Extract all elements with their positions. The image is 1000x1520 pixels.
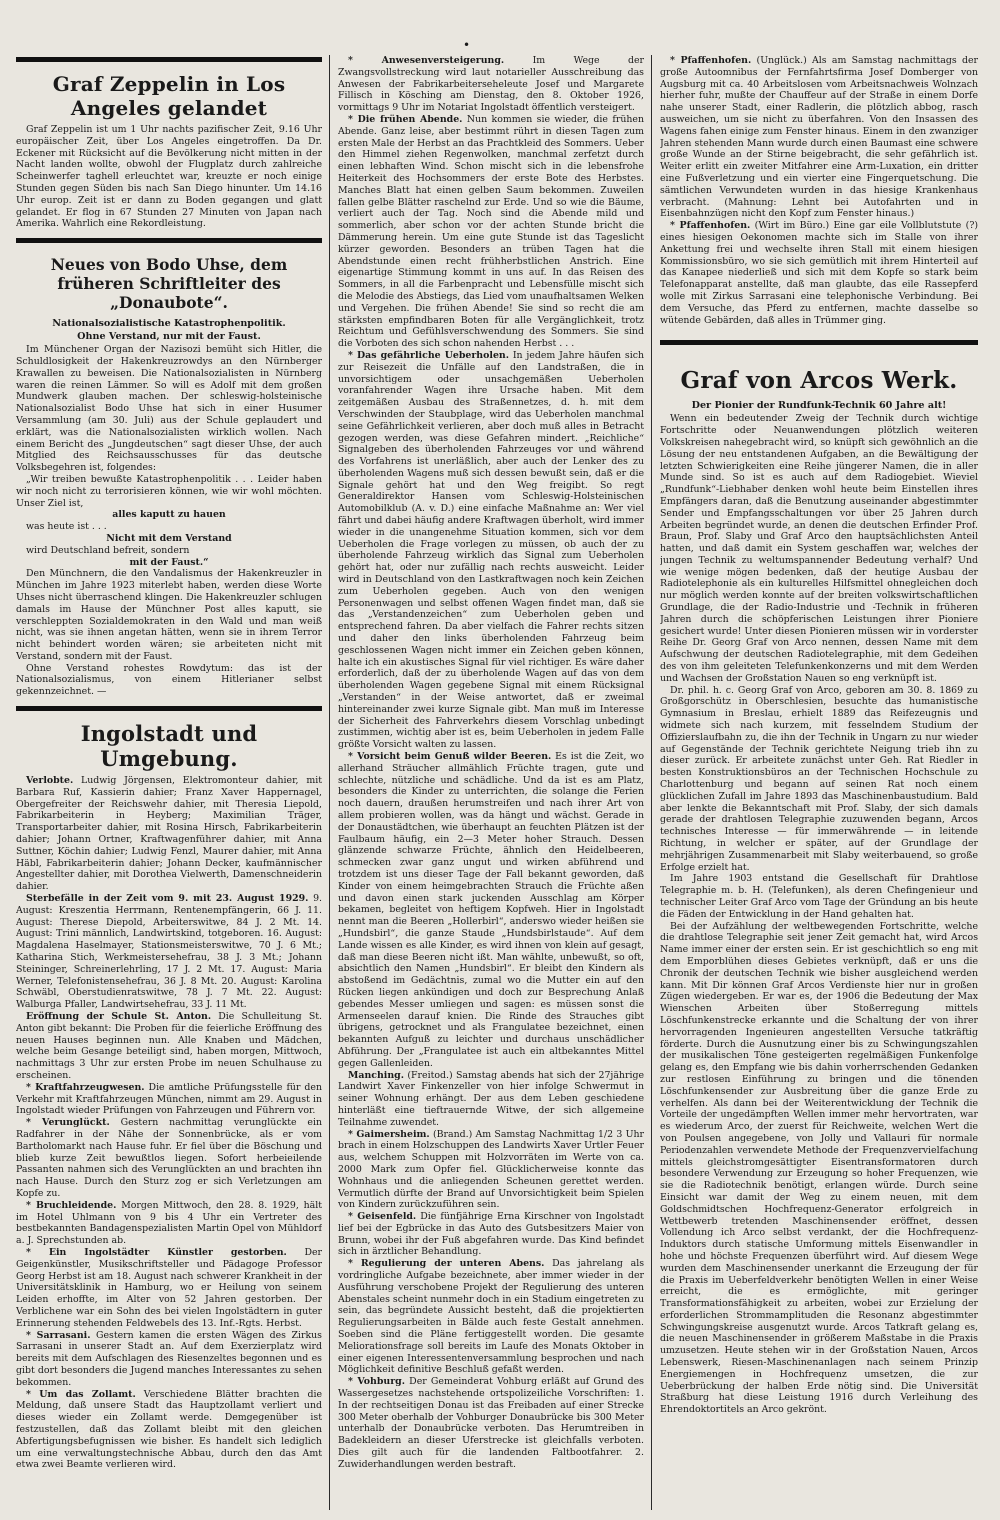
paragraph: * Geisenfeld. Die fünfjährige Erna Kirschner von Ingolstadt lief bei der Egbrücke in das Auto des Gutsbesitzers Maier von Brunn, wobei ihr der Fuß abgefahren wurde. Das Kind befindet sich in ärztlicher Behandlung. — [338, 1211, 644, 1258]
paragraph: Ohne Verstand rohestes Rowdytum: das ist der Nationalsozialismus, von einem Hitlerianer selbst gekennzeichnet. — — [16, 662, 322, 698]
column-divider — [329, 55, 330, 1510]
paragraph: Den Münchnern, die den Vandalismus der Hakenkreuzler in München im Jahre 1923 miterlebt haben, werden diese Worte Uhses nicht überraschend klingen. Die Hakenkreuzler schlugen damals im Hause der Münchner Post alles kaputt, sie verschleppten Sozialdemokraten in den Wald und man weiß nicht, was sie ihnen angetan hätten, wenn sie in ihrem Terror nicht behindert worden wären; sie arbeiteten nicht mit Verstand, sondern mit der Faust. — [16, 568, 322, 662]
headline-zeppelin: Graf Zeppelin in Los Angeles gelandet — [52, 72, 286, 120]
rule-thick — [16, 238, 322, 243]
paragraph: Im Jahre 1903 entstand die Gesellschaft für Drahtlose Telegraphie m. b. H. (Telefunken), als deren Chefingenieur und technischer Leiter Graf Arco vom Tage der Gründung an bis heute die Fäden der Entwicklung in der Hand gehalten hat. — [660, 873, 978, 920]
subheadline: Nationalsozialistische Katastrophenpolitik. — [52, 318, 286, 330]
quote-line: was heute ist . . . — [26, 521, 107, 533]
column-divider — [651, 55, 652, 1510]
headline-arco: Graf von Arcos Werk. — [680, 367, 958, 395]
quote-line: Nicht mit dem Verstand — [106, 532, 232, 544]
quote-line: mit der Faust.“ — [129, 556, 209, 568]
paragraph: Bei der Aufzählung der weltbewegenden Fortschritte, welche die drahtlose Telegraphie seit jener Zeit gemacht hat, wird Arcos Name immer einer der ersten sein. Er ist geschichtlich so eng mit dem Emporblühen dieses Gebietes verknüpft, daß er uns die Chronik der deutschen Technik wie bisher ausgleichend werden kann. Mit Dir können Graf Arcos Verdienste hier nur in großen Zügen wiedergeben. Er war es, der 1906 die Bedeutung der Max Wienschen Arbeiten über Stoßerregung mittels Löschfunkenstrecke erkannte und die Schaltung der von ihrer hervorragenden Ingenieuren angestellten Versuche tatkräftig förderte. Durch die Ausnutzung einer bis zu Schwingungszahlen der musikalischen Töne gesteigerten regelmäßigen Funkenfolge gelang es, den Empfang wie bis dahin vorherrschenden Gedanken zur restlosen Einführung zu bringen und die tönenden Löschfunkensender zur Ausbreitung über die ganze Erde zu verhelfen. Als dann bei der Weiterentwicklung der Technik die Vorteile der ungedämpften Wellen immer mehr hervortraten, war es wiederum Arco, der zuerst für Reichweite, welchen Wert die von Poulsen angegebene, von Jolly und Vallauri für normale Periodenzahlen verwendete Methode der Frequenzvervielfachung mittels gleichstromgesättigter Eisentransformatoren durch besondere Verwendung zur Erzeugung so hoher Frequenzen, wie sie die Radiotechnik benötigt, erlangen würde. Durch seine Einsicht war damit der Weg zu einem neuen, mit dem Goldschmidtschen Hochfrequenz-Generator erfolgreich in Wettbewerb tretenden Maschinensender eröffnet, dessen Vollendung ich Arco selbst verdankt, der die Hochfrequenz-Induktors durch statische Umformung mittels Eisenwandler in hohe und höchste Frequenzen überführt wird. Auf diesem Wege wurden dem Maschinensender unerkannt die Erzeugung der für die Praxis im Ueberfeldverkehr benötigten Wellen in einer Weise erreicht, die es ermöglichte, mit geringer Transformationsfähigkeit zu arbeiten, wobei zur Erzielung der erforderlichen Strommamplituden die Resonanz abgestimmter Schwingungskreise ausgenutzt wurde. Arcos Tatkraft gelang es, die neuen Maschinensender in größerem Maßstabe in die Praxis umzusetzen. Heute stehen wir in der Großstation Nauen, Arcos Lebenswerk, Riesen-Maschinenanlagen nach seinem Prinzip Energiemengen in Hochfrequenz umsetzen, die zur Ueberbrückung der halben Erde nötig sind. Die Universität Straßburg hat diese Leistung 1916 durch Verleihung des Ehrendoktortitels an Arco gekrönt. — [660, 920, 978, 1416]
rule-thick — [16, 57, 322, 62]
column-right — [660, 55, 978, 1510]
paragraph: Sterbefälle in der Zeit vom 9. mit 23. August 1929. 9. August: Kreszentia Herrmann, Rentenempfängerin, 66 J. 11. August: Therese Diepold, Arbeiterswitwe, 84 J. 2 Mt. 14. August: Trini männlich, Landwirtskind, totgeboren. 16. August: Magdalena Haselmayer, Stationsmeisterswitwe, 70 J. 6 Mt.; Katharina Stich, Werkmeistersehefrau, 38 J. 3 Mt.; Johann Steininger, Schreinerlehrling, 17 J. 2 Mt. 17. August: Maria Werner, Telefonistensehefrau, 36 J. 8 Mt. 20. August: Karolina Schwäbl, Oberstudienratswitwe, 78 J. 7 Mt. 22. August: Walburga Pfaller, Landwirtsehefrau, 33 J. 11 Mt. — [16, 893, 322, 1011]
paragraph: Im Münchener Organ der Nazisozi bemüht sich Hitler, die Schuldlosigkeit der Hakenkreuzrowdys an den Nürnberger Krawallen zu beweisen. Die Nationalsozialisten in Nürnberg waren die reinen Lämmer. So will es Adolf mit dem großen Mundwerk glauben machen. Der schleswig-holsteinische Nationalsozialist Bodo Uhse hat sich in einer Husumer Versammlung (am 30. Juli) aus der Schule geplaudert und erklärt, was die Nationalsozialisten wirklich wollen. Nach einem Bericht des „Jungdeutschen“ sagt dieser Uhse, der auch Mitglied des Reichsausschusses für das deutsche Volksbegehren ist, folgendes: — [16, 344, 322, 474]
column-left — [16, 55, 322, 1510]
paragraph: Dr. phil. h. c. Georg Graf von Arco, geboren am 30. 8. 1869 zu Großgorschütz in Oberschlesien, besuchte das humanistische Gymnasium in Breslau, erhielt 1889 das Reifezeugnis und widmete sich nach kurzem, mit fesselndem Studium der Offizierslaufbahn zu, die ihn der Technik in Ungarn zu nur wieder auf Gegenstände der Technik gerichtete Neigung trieb ihn zu dieser zurück. Er arbeitete zunächst unter Geh. Rat Riedler in besten Konstruktionsbüros an der Technischen Hochschule zu Charlottenburg und begann auf seinen Rat noch einem glücklichen Zufall im Jahre 1893 das Maschinenbaustudium. Bald aber lenkte die Bekanntschaft mit Prof. Slaby, der sich damals gerade der drahtlosen Telegraphie zuzuwenden begann, Arcos technisches Interesse — für immerwährende — in leitende Richtung, in welcher er später, auf der Grundlage der mehrjährigen Zusammenarbeit mit Slaby weiterbauend, so große Erfolge erzielt hat. — [660, 684, 978, 873]
paragraph: * Sarrasani. Gestern kamen die ersten Wägen des Zirkus Sarrasani in unserer Stadt an. Auf dem Exerzierplatz wird bereits mit dem Aufschlagen des Riesenzeltes begonnen und es gibt dort besonders die Jugend manches Interessantes zu sehen bekommen. — [16, 1329, 322, 1388]
paragraph: Eröffnung der Schule St. Anton. Die Schulleitung St. Anton gibt bekannt: Die Proben für die feierliche Eröffnung des neuen Hauses beginnen nun. Alle Knaben und Mädchen, welche beim Gesange beteiligt sind, haben morgen, Mittwoch, nachmittags 3 Uhr zur ersten Probe im neuen Schulhause zu erscheinen. — [16, 1011, 322, 1081]
paragraph: * Die frühen Abende. Nun kommen sie wieder, die frühen Abende. Ganz leise, aber bestimmt rührt in diesen Tagen zum ersten Male der Herbst an das Prachtkleid des Sommers. Ueber den Himmel ziehen Regenwolken, manchmal zerfetzt durch einen lebhaften Wind. Schon mischt sich in die lebensfrohe Heiterkeit des Hochsommers der erste Bote des Herbstes. Manches Blatt hat einen gelben Saum bekommen. Zuweilen fallen gelbe Blätter raschelnd zur Erde. Und so wie die Bäume, verliert auch der Tag. Noch sind die Abende mild und sommerlich, aber schon vor der achten Stunde bricht die Dämmerung herein. Um eine gute Stunde ist das Tageslicht kürzer geworden. Besonders an trüben Tagen hat die Abendstunde einen recht frühherbstlichen Anstrich. Eine eigenartige Stimmung kommt in uns auf. In das Reisen des Sommers, in all die Farbenpracht und Lebensfülle mischt sich die Melodie des Abstiegs, das Lied vom unaufhaltsamen Welken und Vergehen. Die frühen Abende! Sie sind so recht die am stärksten empfindbaren Boten für alle Vergänglichkeit, trotz Reichtum und Gefühlsverschwendung des Sommers. Sie sind die Vorboten des sich schon nahenden Herbst . . . — [338, 113, 644, 350]
paragraph: * Das gefährliche Ueberholen. In jedem Jahre häufen sich zur Reisezeit die Unfälle auf den Landstraßen, die in unvorsichtigem oder unsachgemäßen Ueberholen voranfahrender Wagen ihre Ursache haben. Mit dem zeitgemäßen Ausbau des Straßennetzes, d. h. mit dem Verschwinden der Staubplage, wird das Ueberholen manchmal seine Gefährlichkeit verlieren, aber doch muß alles in Betracht gezogen werden, was diese Gefahren mindert. „Reichliche“ Signalgeben des überholenden Fahrzeuges vor und während des Vorfahrens ist unerläßlich, aber auch der Lenker des zu überholenden Wagens muß sich dessen bewußt sein, daß er die Signale gehört hat und den Weg freigibt. So regt Generaldirektor Hansen vom Schleswig-Holsteinischen Automobilklub (A. v. D.) eine einfache Maßnahme an: Wer viel fährt und dabei häufig andere Kraftwagen überholt, wird immer wieder in die unangenehme Situation kommen, sich vor dem Ueberholen die Frage vorlegen zu müssen, ob auch der zu überholende Fahrzeug wirklich das Signal zum Ueberholen gehört hat, oder nur zufällig nach rechts ausweicht. Leider wird in Deutschland von den Lastkraftwagen noch kein Zeichen zum Ueberholen gegeben. Auch von den wenigen Personenwagen und selbst offenen Wagen findet man, daß sie das „Verstandenzeichen“ zum Ueberholen geben und entsprechend fahren. Da aber vielfach die Fahrer rechts sitzen und daher den links überholenden Fahrzeug beim geschlossenen Wagen nicht immer ein Zeichen geben können, halte ich ein akustisches Signal für viel richtiger. Es wäre daher erforderlich, daß der zu überholende Wagen auf das von dem überholenden Wagen gegebene Signal mit einem Rücksignal „Verstanden“ in der Weise antwortet, daß er zweimal hintereinander zwei kurze Signale gibt. Man muß im Interesse der Sicherheit des Fahrverkehrs diesem Vorschlag unbedingt zustimmen, wichtig aber ist es, beim Ueberholen in jedem Falle größte Vorsicht walten zu lassen. — [338, 349, 644, 751]
paragraph: * Bruchleidende. Morgen Mittwoch, den 28. 8. 1929, hält im Hotel Uhlmann von 9 bis 4 Uhr ein Vertreter des bestbekannten Bandagenspezialisten Martin Opel von Mühldorf a. J. Sprechstunden ab. — [16, 1199, 322, 1247]
paragraph: * Verunglückt. Gestern nachmittag verunglückte ein Radfahrer in der Nähe der Sonnenbrücke, als er vom Bartholomarkt nach Hause fuhr. Er fiel über die Böschung und blieb kurze Zeit bewußtlos liegen. Sofort herbeieilende Passanten nahmen sich des Verunglückten an und brachten ihn nach Hause. Durch den Sturz zog er sich Verletzungen am Kopfe zu. — [16, 1117, 322, 1199]
subheadline: Der Pionier der Rundfunk-Technik 60 Jahre alt! — [691, 400, 947, 412]
quote-line: alles kaputt zu hauen — [112, 509, 226, 521]
paragraph: * Gaimersheim. (Brand.) Am Samstag Nachmittag 1/2 3 Uhr brach in einem Holzschuppen des Landwirts Xaver Urtler Feuer aus, welchem Schuppen mit Holzvorräten im Werte von ca. 2000 Mark zum Opfer fiel. Glücklicherweise konnte das Wohnhaus und die anliegenden Scheunen gerettet werden. Vermutlich dürfte der Brand auf Unvorsichtigkeit beim Spielen von Kindern zurückzuführen sein. — [338, 1128, 644, 1211]
paragraph: * Anwesenversteigerung. Im Wege der Zwangsvollstreckung wird laut notarieller Ausschreibung das Anwesen der Fabrikarbeiterseheleute Josef und Margarete Fillisch in Kösching am Dienstag, den 8. Oktober 1926, vormittags 9 Uhr im Notariat Ingolstadt öffentlich versteigert. — [338, 55, 644, 114]
paragraph: * Vorsicht beim Genuß wilder Beeren. Es ist die Zeit, wo allerhand Sträucher allmählich Früchte tragen, gute und schlechte, nützliche und schädliche. Und da ist es am Platz, besonders die Kinder zu unterrichten, die solange die Ferien noch dauern, draußen herumstreifen und nach ihrer Art von allem probieren wollen, was da hängt und wächst. Gerade in der Donaustädtchen, wie überhaupt an feuchten Plätzen ist der Faulbaum häufig, ein 2—3 Meter hoher Strauch. Dessen glänzende schwarze Früchte, ähnlich den Heidelbeeren, schmecken zwar ganz ungut und wirken abführend und trotzdem ist uns dieser Tage der Fall bekannt geworden, daß Kinder von einem heimgebrachten Strauch die Früchte aßen und davon einen stark juckenden Ausschlag am Körper bekamen, begleitet von heftigem Kopfweh. Hier in Ingolstadt nennt man die Beeren „Hollerbirl“, anderswo wieder heißen sie „Hundsbirl“, die ganze Staude „Hundsbirlstaude“. Auf dem Lande wissen es alle Kinder, es wird ihnen von klein auf gesagt, daß man diese Beeren nicht ißt. Man wählte, unbewußt, so oft, absichtlich den Namen „Hundsbirl“. Er bleibt den Kindern als abstoßend im Gedächtnis, zumal wo die Mutter ein auf den Rücken liegen ankündigen und doch zur Besprechung Anlaß gebendes Messer umliegen und sagen: es müssen sonst die Armenseelen darauf knien. Die Rinde des Strauches gibt übrigens, getrocknet und als Frangulatee bezeichnet, einen bekannten Aufguß zu leichter und durchaus unschädlicher Abführung. Der „Frangulatee ist auch ein altbekanntes Mittel gegen Gallenleiden. — [338, 751, 644, 1069]
subheadline: Ohne Verstand, nur mit der Faust. — [77, 331, 261, 343]
paragraph: Verlobte. Ludwig Jörgensen, Elektromonteur dahier, mit Barbara Ruf, Kassierin dahier; Franz Xaver Happernagel, Obergefreiter der Reichswehr dahier, mit Theresia Liepold, Fabrikarbeiterin in Heyberg; Maximilian Träger, Transportarbeiter dahier, mit Rosina Hirsch, Fabrikarbeiterin dahier; Johann Ortner, Kraftwagenführer dahier, mit Anna Suttner, Köchin dahier; Ludwig Fenzl, Maurer dahier, mit Anna Häbl, Fabrikarbeiterin dahier; Johann Decker, kaufmännischer Angestellter dahier, mit Dorothea Vielwerth, Damenschneiderin dahier. — [16, 775, 322, 893]
paragraph: * Vohburg. Der Gemeinderat Vohburg erläßt auf Grund des Wassergesetzes nachstehende ortspolizeiliche Vorschriften: 1. In der rechtseitigen Donau ist das Freibaden auf einer Strecke 300 Meter oberhalb der Vohburger Donaubrücke bis 300 Meter unterhalb der Donaubrücke verboten. Das Herumtreiben in Badekleidern an dieser Uferstrecke ist gleichfalls verboten. Dies gilt auch für die landenden Faltbootfahrer. 2. Zuwiderhandlungen werden bestraft. — [338, 1376, 644, 1470]
quote-line: wird Deutschland befreit, sondern — [26, 544, 190, 556]
rule-thick — [16, 706, 322, 711]
headline-bodo-uhse: Neues von Bodo Uhse, dem früheren Schriftleiter des „Donaubote“. — [50, 255, 288, 313]
paragraph: Manching. (Freitod.) Samstag abends hat sich der 27jährige Landwirt Xaver Finkenzeller von hier infolge Schwermut in seiner Wohnung erhängt. Der aus dem Leben geschiedene hinterläßt eine tieftrauernde Witwe, der sich allgemeine Teilnahme zuwendet. — [338, 1069, 644, 1128]
headline-ingolstadt: Ingolstadt und Umgebung. — [80, 721, 258, 772]
paragraph: * Pfaffenhofen. (Unglück.) Als am Samstag nachmittags der große Autoomnibus der Fernfahrtsfirma Josef Domberger von Augsburg mit ca. 40 Arbeitslosen vom Arbeitsnachweis Wolnzach hierher fuhr, mußte der Chauffeur auf der Straße in einem Dorfe nahe unserer Stadt, einer Radlerin, die plötzlich abbog, rasch ausweichen, um sie nicht zu überfahren. Von den Insassen des Wagens fahen einige zum Fenster hinaus. Einem in den zwanziger Jahren stehenden Mann wurde durch einen Baumast eine schwere große Wunde an der Stirne beigebracht, die sehr gefährlich ist. Weiter erlitt ein zweiter Mitfahrer eine Arm-Luxation, ein dritter eine Fußverletzung und ein vierter eine Fingerquetschung. Die sämtlichen Verwundeten wurden in das hiesige Krankenhaus verbracht. (Mahnung: Lehnt bei Autofahrten und in Eisenbahnzügen nicht den Kopf zum Fenster hinaus.) — [660, 55, 978, 220]
paragraph: * Regulierung der unteren Abens. Das jahrelang als vordringliche Aufgabe bezeichnete, aber immer wieder in der Ausführung verschobene Projekt der Regulierung des unteren Abenstales scheint nunmehr doch in ein Stadium eingetreten zu sein, das begründete Aussicht besteht, daß die projektierten Regulierungsarbeiten in Bälde auch feste Gestalt annehmen. Soeben sind die Pläne fertiggestellt worden. Die gesamte Meliorationsfrage soll bereits im Laufe des Monats Oktober in einer eigenen Interessentenversammlung besprochen und nach Möglichkeit definitive Beschluß gefaßt werden. — [338, 1258, 644, 1376]
rule-thick — [660, 340, 978, 345]
paragraph: „Wir treiben bewußte Katastrophenpolitik . . . Leider haben wir noch nicht zu terrorisieren können, wie wir wohl möchten. Unser Ziel ist, — [16, 473, 322, 509]
paragraph: Wenn ein bedeutender Zweig der Technik durch wichtige Fortschritte oder Neuanwendungen plötzlich weiteren Volkskreisen nahegebracht wird, so knüpft sich gewöhnlich an die Lösung der neu entstandenen Aufgaben, an die Bewältigung der letzten Schwierigkeiten eine Reihe jüngerer Namen, die in aller Munde sind. So ist es auch auf dem Radiogebiet. Wieviel „Rundfunk“-Liebhaber denken wohl heute beim Einstellen ihres Empfängers daran, daß die Benutzung auseinander abgestimmter Sender und Empfangsschaltungen vor über 25 Jahren durch Arbeiten begründet wurde, an denen die deutschen Erfinder Prof. Braun, Prof. Slaby und Graf Arco den hauptsächlichsten Anteil hatten, und daß damit ein System geschaffen war, welches der jungen Technik zu weltumspannender Bedeutung verhalf? Und wie wenige mögen bedenken, daß der heutige Ausbau der Radiotelephonie als ein kulturelles Hilfsmittel ohnegleichen doch nur möglich werden konnte auf der breiten volkswirtschaftlichen Grundlage, die der Radio-Industrie und -Technik in früheren Jahren durch die schöpferischen Leistungen ihrer Pioniere gesichert wurde! Unter diesen Pionieren müssen wir in vorderster Reihe Dr. Georg Graf von Arco nennen, dessen Name mit dem Aufschwung der deutschen Radiotelegraphie, mit dem Gedeihen des von ihm geleiteten Telefunkenkonzerns und mit dem Werden und Wachsen der Großstation Nauen so eng verknüpft ist. — [660, 413, 978, 684]
paragraph: * Ein Ingolstädter Künstler gestorben. Der Geigenkünstler, Musikschriftsteller und Pädagoge Professor Georg Herbst ist am 18. August nach schwerer Krankheit in der Universitätsklinik in Hamburg, wo er Heilung von seinem Leiden erhoffte, im Alter von 52 Jahren gestorben. Der Verblichene war ein Sohn des bei vielen Ingolstädtern in guter Erinnerung stehenden Feldwebels des 13. Inf.-Rgts. Herbst. — [16, 1246, 322, 1329]
column-middle — [338, 55, 644, 1510]
paragraph: * Um das Zollamt. Verschiedene Blätter brachten die Meldung, daß unsere Stadt das Hauptzollamt verliert und dieses wieder ein Zollamt werde. Demgegenüber ist festzustellen, daß das Zollamt bleibt mit den gleichen Abfertigungsbefugnissen wie bisher. Es handelt sich lediglich um eine verwaltungstechnische Abbau, durch den das Amt etwa zwei Beamte verlieren wird. — [16, 1388, 322, 1471]
article-zeppelin-body: Graf Zeppelin ist um 1 Uhr nachts pazifischer Zeit, 9.16 Uhr europäischer Zeit, über Los Angeles eingetroffen. Da Dr. Eckener mit Rücksicht auf die Bevölkerung nicht mitten in der Nacht landen wollte, obwohl der Flugplatz durch zahlreiche Scheinwerfer taghell erleuchtet war, kreuzte er noch einige Stunden gegen Süden bis nach San Diego hinunter. Um 14.16 Uhr europ. Zeit ist er dann zu Boden gegangen und glatt gelandet. Er flog in 67 Stunden 27 Minuten von Japan nach Amerika. Wahrlich eine Rekordleistung. — [16, 124, 322, 230]
page-mark: • — [463, 38, 471, 52]
paragraph: * Kraftfahrzeugwesen. Die amtliche Prüfungsstelle für den Verkehr mit Kraftfahrzeugen München, nimmt am 29. August in Ingolstadt wieder Prüfungen von Fahrzeugen und Führern vor. — [16, 1081, 322, 1117]
paragraph: * Pfaffenhofen. (Wirt im Büro.) Eine gar eile Vollblutstute (?) eines hiesigen Oekonomen machte sich im Stalle von ihrer Ankettung frei und wechselte ihren Stall mit einem hiesigen Kommissionsbüro, wo sie sich gemütlich mit ihrem Hinterteil auf das Kanapee niederließ und sich mit dem Kopfe so stark beim Telefonapparat anstellte, daß man glaubte, das eile Rassepferd wolle mit Zirkus Sarrasani eine telephonische Verbindung. Bei dem Versuche, das Pferd zu entfernen, machte dasselbe so wütende Gebärden, daß alles in Trümmer ging. — [660, 220, 978, 326]
